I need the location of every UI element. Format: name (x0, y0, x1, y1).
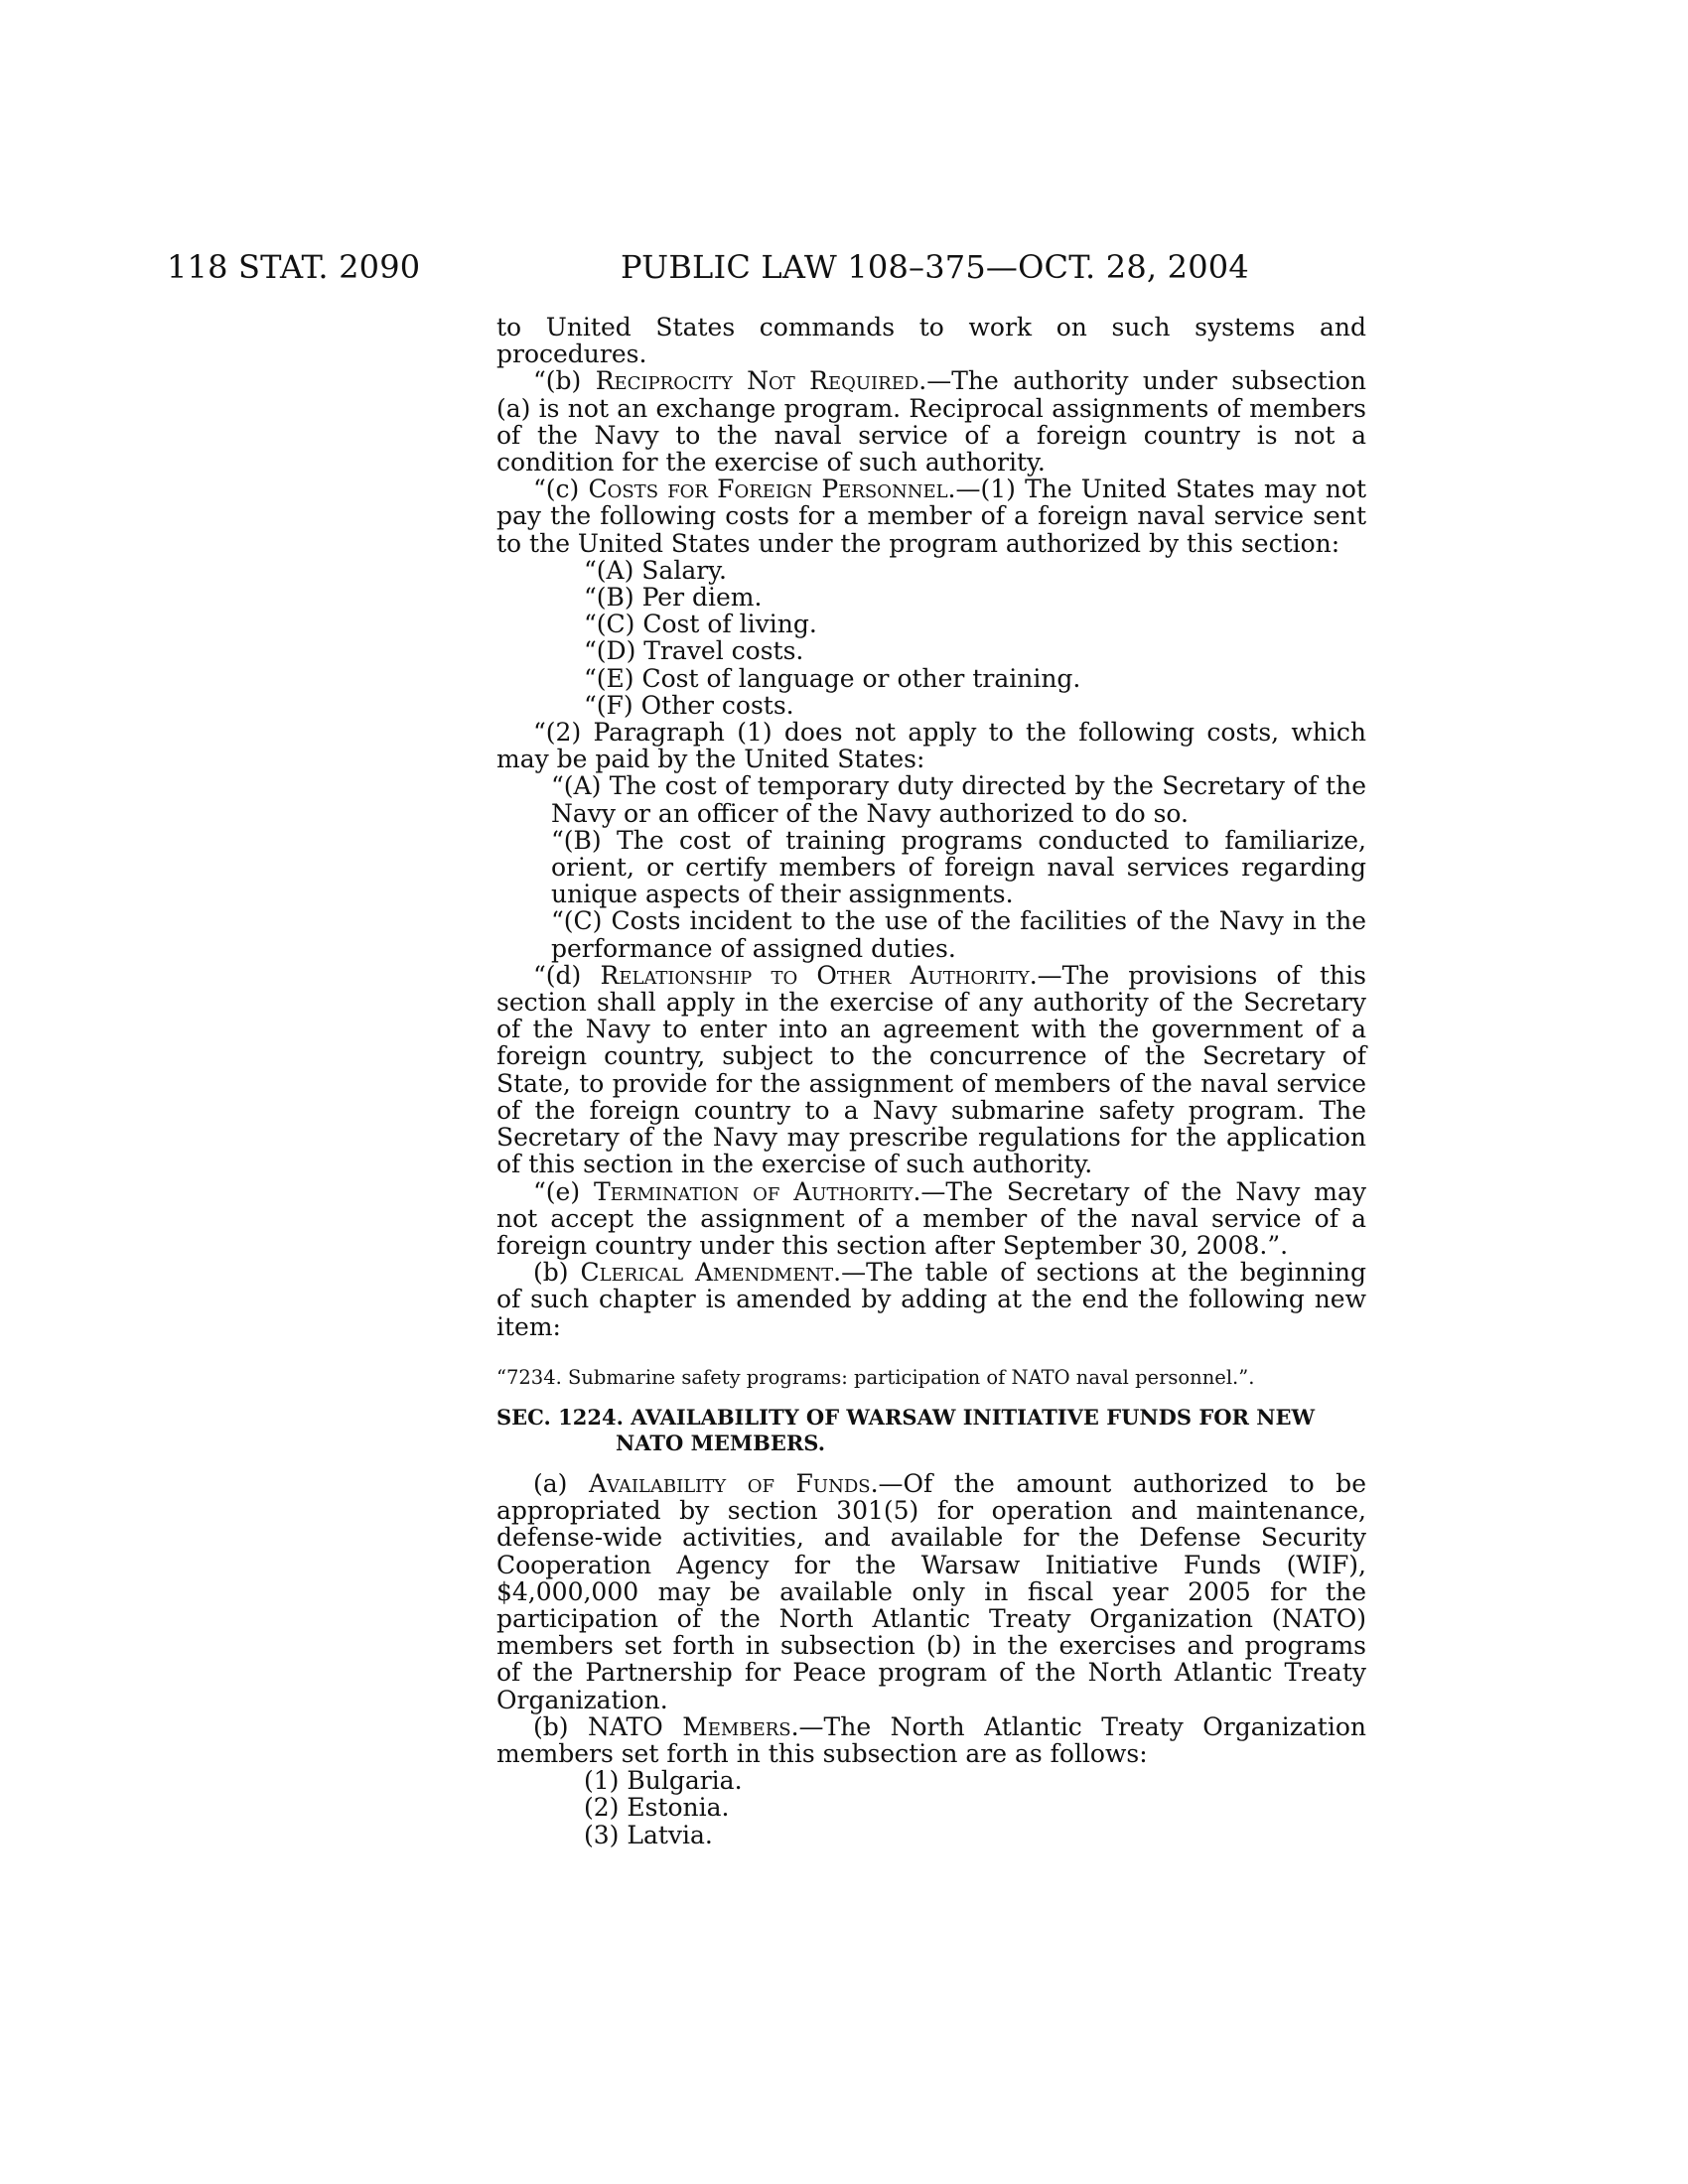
table-of-sections-item: “7234. Submarine safety programs: participation of NATO naval personnel.”. (496, 1365, 1255, 1389)
subsection-heading: Relationship to Other Authority (600, 960, 1030, 990)
paragraph-c2: “(2) Paragraph (1) does not apply to the following costs, which may be paid by the United States: (496, 718, 1366, 774)
subsection-heading: Costs for Foreign Personnel (588, 475, 948, 504)
subsection-b-members: (b) NATO Members.—The North Atlantic Treaty Organization members set forth in this subsection are as follows: (496, 1711, 1366, 1768)
clerical-amendment: (b) Clerical Amendment.—The table of sections at the beginning of such chapter is amended by adding at the end the following new item: (496, 1258, 1366, 1341)
stat-page-number: 118 STAT. 2090 (167, 248, 421, 286)
subparagraph-c2-c: “(C) Costs incident to the use of the facilities of the Navy in the performance of assigned duties. (551, 906, 1366, 963)
paragraph-continuation: to United States commands to work on such systems and procedures. (496, 313, 1366, 369)
list-item: “(A) Salary. (584, 555, 727, 585)
subsection-e-termination: “(e) Termination of Authority.—The Secretary of the Navy may not accept the assignment of a member of the naval service of a foreign country under this section after September 30, 2008.”. (496, 1176, 1367, 1260)
subsection-a-availability: (a) Availability of Funds.—Of the amount authorized to be appropriated by section 301(5) for operation and maintenance, defense-wide activities, and available for the Defense Security Cooperation Agency for the Warsaw Initiative Funds (WIF), $4,000,000 may be available only in fiscal year 2005 for the participation of the North Atlantic Treaty Organization (NATO) members set forth in subsection (b) in the exercises and programs of the Partnership for Peace program of the North Atlantic Treaty Organization. (496, 1468, 1366, 1714)
section-heading: SEC. 1224. AVAILABILITY OF WARSAW INITIATIVE FUNDS FOR NEW NATO MEMBERS. (496, 1404, 1316, 1455)
subsection-b-reciprocity: “(b) Reciprocity Not Required.—The authority under subsection (a) is not an exchange program. Reciprocal assignments of members of the Navy to the naval service of a foreign country is not a condition for the exercise of such authority. (496, 366, 1366, 478)
body-text (496, 314, 1366, 1848)
subparagraph-c2-b: “(B) The cost of training programs conducted to familiarize, orient, or certify members of foreign naval services regarding unique aspects of their assignments. (551, 825, 1366, 909)
list-item: “(E) Cost of language or other training. (584, 663, 1081, 693)
subsection-heading: Termination of Authority (593, 1176, 914, 1206)
list-item: “(D) Travel costs. (584, 636, 804, 666)
subsection-heading: Clerical Amendment (580, 1258, 834, 1288)
subsection-heading: Reciprocity Not Required (595, 366, 919, 396)
list-item: (3) Latvia. (584, 1820, 713, 1849)
list-item: “(B) Per diem. (584, 583, 763, 613)
subsection-d-relationship: “(d) Relationship to Other Authority.—The provisions of this section shall apply in the exercise of any authority of the Secretary of the Navy to enter into an agreement with the government of a foreign country, subject to the concurrence of the Secretary of State, to provide for the assignment of members of the naval service of the foreign country to a Navy submarine safety program. The Secretary of the Navy may prescribe regulations for the application of this section in the exercise of such authority. (496, 960, 1366, 1179)
list-item: “(F) Other costs. (584, 690, 794, 720)
list-item: “(C) Cost of living. (584, 610, 817, 639)
list-item: (2) Estonia. (584, 1793, 730, 1823)
running-header-title: PUBLIC LAW 108–375—OCT. 28, 2004 (621, 248, 1249, 286)
subparagraph-c2-a: “(A) The cost of temporary duty directed by the Secretary of the Navy or an officer of the Navy authorized to do so. (551, 771, 1366, 828)
subsection-c-costs: “(c) Costs for Foreign Personnel.—(1) The United States may not pay the following costs for a member of a foreign naval service sent to the United States under the program authorized by this section: (496, 475, 1366, 558)
subsection-heading: NATO Members (587, 1711, 791, 1741)
subsection-heading: Availability of Funds (588, 1468, 871, 1498)
list-item: (1) Bulgaria. (584, 1766, 743, 1796)
